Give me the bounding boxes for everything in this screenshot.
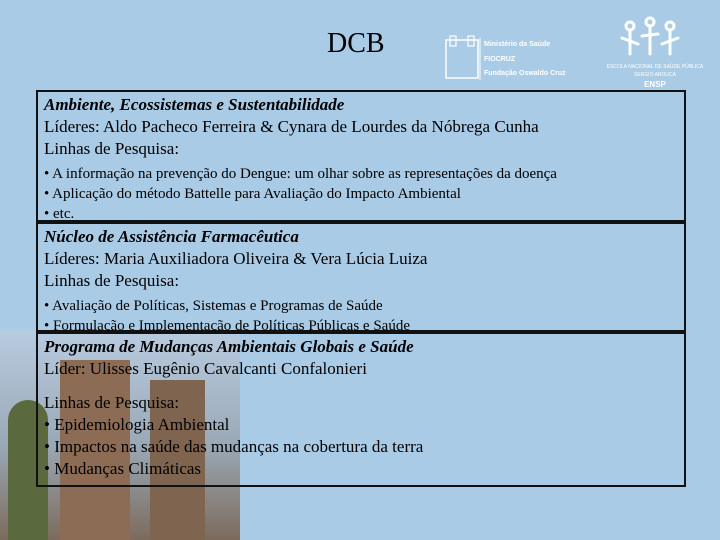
ensp-line2: SERGIO AROUCA [634, 72, 676, 78]
section-lines-label: Linhas de Pesquisa: [44, 139, 180, 158]
list-item: • A informação na prevenção do Dengue: um olhar sobre as representações da doença [44, 166, 557, 182]
list-item: • etc. [44, 206, 75, 222]
fiocruz-line1: Ministério da Saúde [484, 41, 551, 48]
section-leaders: Líder: Ulisses Eugênio Cavalcanti Confalonieri [44, 359, 367, 378]
list-item: • Avaliação de Políticas, Sistemas e Programas de Saúde [44, 298, 383, 314]
section-heading: Núcleo de Assistência Farmacêutica [44, 227, 299, 246]
list-item: • Aplicação do método Battelle para Avaliação do Impacto Ambiental [44, 186, 461, 202]
page-title: DCB [327, 28, 385, 59]
list-item: • Formulação e Implementação de Políticas Públicas e Saúde [44, 318, 410, 334]
section-lines-label: Linhas de Pesquisa: [44, 393, 180, 412]
fiocruz-line3: Fundação Oswaldo Cruz [484, 70, 566, 77]
fiocruz-line2: FIOCRUZ [484, 56, 516, 63]
list-item: • Epidemiologia Ambiental [44, 415, 230, 434]
section-heading: Programa de Mudanças Ambientais Globais e Saúde [44, 337, 414, 356]
section-box-2 [36, 222, 686, 332]
section-leaders: Líderes: Maria Auxiliadora Oliveira & Vera Lúcia Luiza [44, 249, 428, 268]
ensp-line3: ENSP [644, 80, 666, 89]
ensp-line1: ESCOLA NACIONAL DE SAÚDE PÚBLICA [606, 64, 704, 70]
list-item: • Mudanças Climáticas [44, 459, 202, 478]
section-lines-label: Linhas de Pesquisa: [44, 271, 180, 290]
ensp-logo [600, 14, 710, 90]
fiocruz-logo [444, 34, 594, 84]
section-leaders: Líderes: Aldo Pacheco Ferreira & Cynara de Lourdes da Nóbrega Cunha [44, 117, 539, 136]
section-box-3 [36, 332, 686, 487]
section-heading: Ambiente, Ecossistemas e Sustentabilidade [44, 95, 345, 114]
section-box-1 [36, 90, 686, 222]
list-item: • Impactos na saúde das mudanças na cobertura da terra [44, 437, 424, 456]
